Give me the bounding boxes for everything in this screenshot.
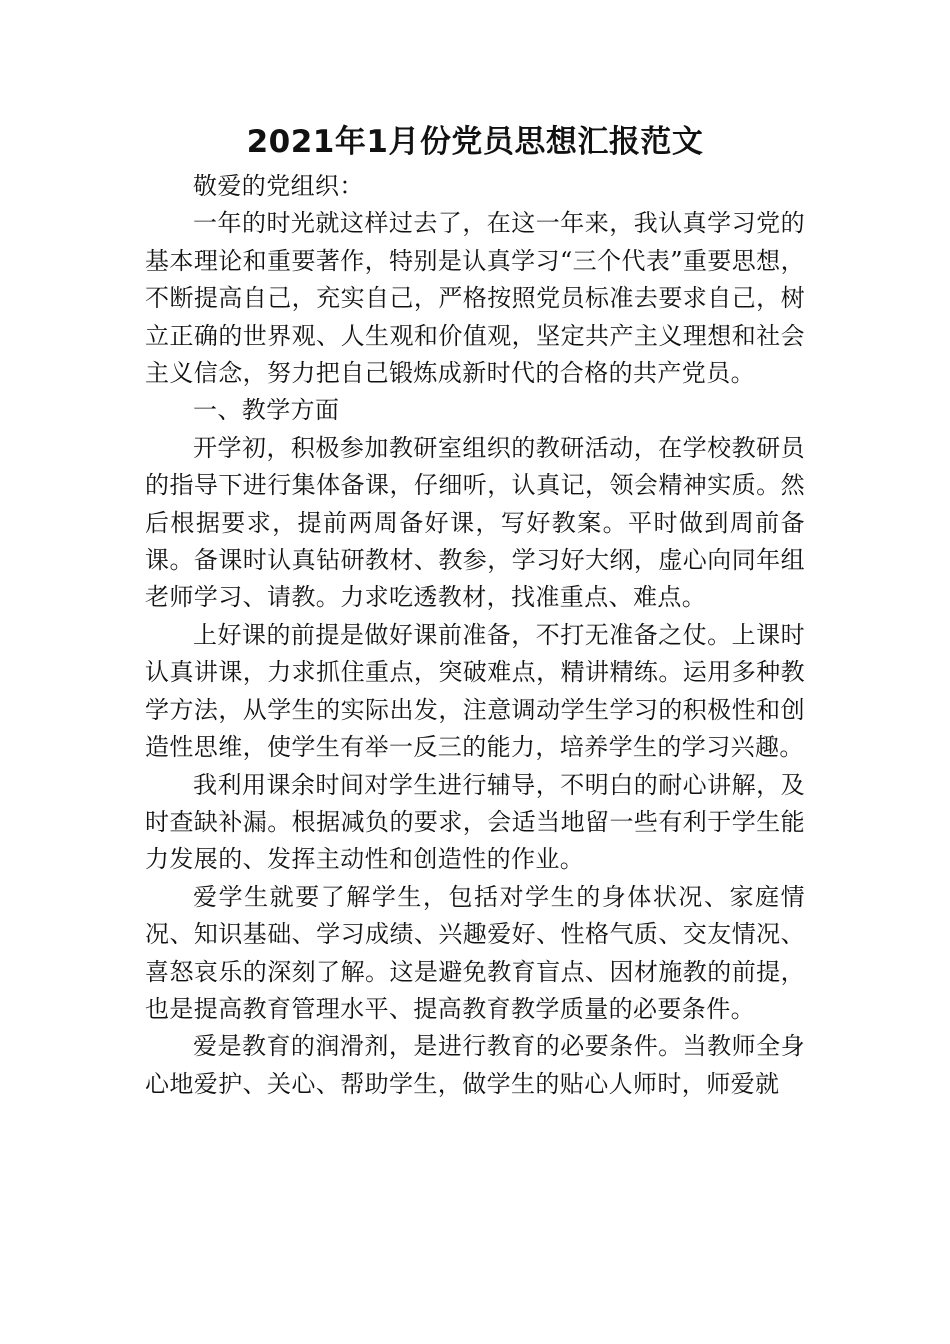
document-title: 2021年1月份党员思想汇报范文: [246, 124, 704, 160]
section-heading-teaching: 一、教学方面: [193, 396, 340, 425]
paragraph-tutoring: 我利用课余时间对学生进行辅导，不明白的耐心讲解，及时查缺补漏。根据减负的要求，会适当地留一些有利于学生能力发展的、发挥主动性和创造性的作业。: [145, 770, 805, 874]
paragraph-intro: 一年的时光就这样过去了，在这一年来，我认真学习党的基本理论和重要著作，特别是认真学习“三个代表”重要思想，不断提高自己，充实自己，严格按照党员标准去要求自己，树立正确的世界观、人生观和价值观，坚定共产主义理想和社会主义信念，努力把自己锻炼成新时代的合格的共产党员。: [145, 209, 805, 388]
paragraph-understanding-students: 爱学生就要了解学生，包括对学生的身体状况、家庭情况、知识基础、学习成绩、兴趣爱好、性格气质、交友情况、喜怒哀乐的深刻了解。这是避免教育盲点、因材施教的前提，也是提高教育管理水平、提高教育教学质量的必要条件。: [145, 882, 805, 1023]
paragraph-lessons: 上好课的前提是做好课前准备，不打无准备之仗。上课时认真讲课，力求抓住重点，突破难点，精讲精练。运用多种教学方法，从学生的实际出发，注意调动学生学习的积极性和创造性思维，使学生有举一反三的能力，培养学生的学习兴趣。: [145, 620, 805, 762]
paragraph-preparation: 开学初，积极参加教研室组织的教研活动，在学校教研员的指导下进行集体备课，仔细听，认真记，领会精神实质。然后根据要求，提前两周备好课，写好教案。平时做到周前备课。备课时认真钻研教材、教参，学习好大纲，虚心向同年组老师学习、请教。力求吃透教材，找准重点、难点。: [145, 433, 805, 612]
salutation: 敬爱的党组织：: [193, 172, 364, 200]
paragraph-love-education: 爱是教育的润滑剂，是进行教育的必要条件。当教师全身心地爱护、关心、帮助学生，做学生的贴心人师时，师爱就: [145, 1032, 805, 1098]
document-body: [145, 168, 805, 1103]
